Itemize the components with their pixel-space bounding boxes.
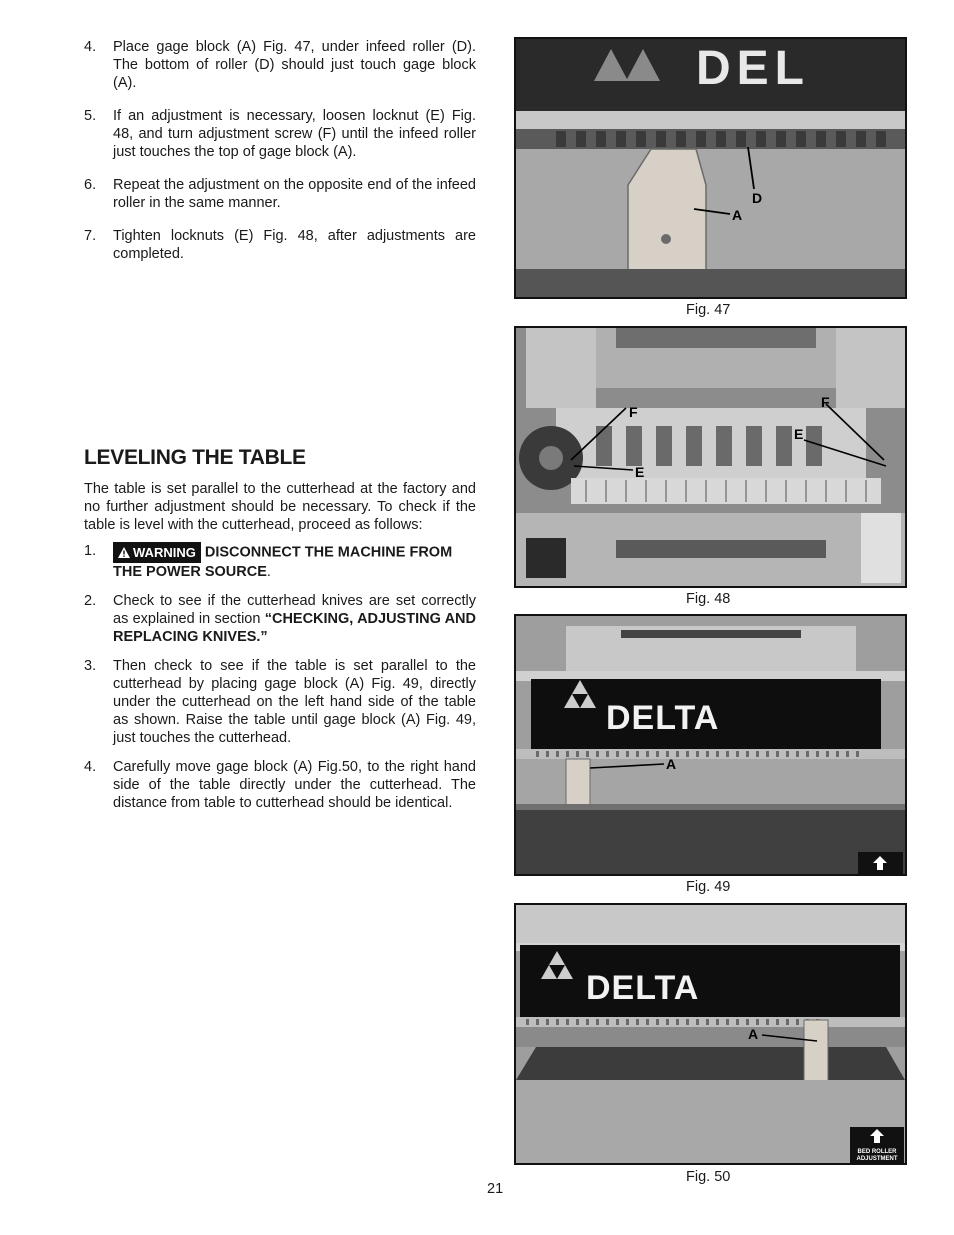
- step-item: [84, 227, 476, 263]
- step-number: 7.: [84, 228, 97, 244]
- label-a: A: [666, 756, 677, 772]
- step-text-plain: Check to see if the cutterhead knives are set correctly as explained in section: [113, 593, 476, 627]
- step-number: 5.: [84, 108, 97, 124]
- badge-text-line2: ADJUSTMENT: [856, 1156, 898, 1162]
- step-text: [113, 592, 476, 646]
- step-text: Tighten locknuts (E) Fig. 48, after adjustments are completed.: [113, 228, 476, 262]
- label-f-left: F: [629, 404, 638, 420]
- step-item: [84, 38, 476, 92]
- warning-label: WARNING: [133, 544, 196, 560]
- label-a: A: [748, 1026, 759, 1042]
- figure-caption: Fig. 50: [686, 1169, 731, 1185]
- step-number: 1.: [84, 543, 97, 559]
- section-reference: “CHECKING, ADJUSTING AND REPLACING KNIVES.”: [113, 611, 476, 645]
- figure-caption: Fig. 47: [686, 302, 731, 318]
- step-item: [84, 107, 476, 161]
- step-item: [84, 758, 476, 812]
- warning-text: DISCONNECT THE MACHINE FROM THE POWER SOURCE: [113, 544, 453, 580]
- figure-49-photo: [514, 614, 907, 876]
- warning-step-text: [113, 542, 476, 581]
- label-e-right: E: [794, 426, 804, 442]
- figure-caption: Fig. 48: [686, 591, 731, 607]
- step-text: Carefully move gage block (A) Fig.50, to the right hand side of the table directly under the cutterhead. The distance from table to cutterhead should be identical.: [113, 759, 476, 811]
- step-number: 3.: [84, 658, 97, 674]
- step-item: [84, 592, 476, 646]
- step-text: If an adjustment is necessary, loosen locknut (E) Fig. 48, and turn adjustment screw (F) until the infeed roller just touches the top of gage block (A).: [113, 108, 476, 160]
- warning-badge: [113, 542, 201, 563]
- step-number: 2.: [84, 593, 97, 609]
- step-item: [84, 657, 476, 747]
- label-d: D: [752, 190, 763, 206]
- brand-logo-text: DELTA: [606, 699, 720, 737]
- figure-caption: Fig. 49: [686, 879, 731, 895]
- leveling-steps: [84, 542, 476, 823]
- step-item: [84, 176, 476, 212]
- step-text: Then check to see if the table is set parallel to the cutterhead by placing gage block (A) Fig. 49, directly under the cutterhead on the left hand side of the table as shown. Raise the table until gage block (A) Fig. 49, just touches the cutterhead.: [113, 658, 476, 746]
- figure-48-photo: [514, 326, 907, 588]
- step-item: [84, 542, 476, 581]
- section-heading: LEVELING THE TABLE: [84, 446, 306, 469]
- warning-text-end: .: [266, 564, 271, 580]
- section-intro: The table is set parallel to the cutterhead at the factory and no further adjustment should be necessary. To check if the table is level with the cutterhead, proceed as follows:: [84, 481, 476, 533]
- step-number: 4.: [84, 759, 97, 775]
- brand-logo-text: DEL: [696, 42, 810, 95]
- badge-text-line1: BED ROLLER: [857, 1149, 897, 1155]
- label-e-left: E: [635, 464, 645, 480]
- label-a: A: [732, 207, 743, 223]
- step-text: Repeat the adjustment on the opposite end of the infeed roller in the same manner.: [113, 177, 476, 211]
- warning-triangle-icon: [118, 547, 130, 558]
- figure-47-photo: [514, 37, 907, 299]
- label-f-right: F: [821, 394, 830, 410]
- step-number: 6.: [84, 177, 97, 193]
- step-text: Place gage block (A) Fig. 47, under infeed roller (D). The bottom of roller (D) should just touch gage block (A).: [113, 39, 476, 91]
- page-number: 21: [487, 1181, 504, 1197]
- brand-logo-text: DELTA: [586, 969, 700, 1007]
- figure-50-photo: [514, 903, 907, 1165]
- step-number: 4.: [84, 39, 97, 55]
- adjustment-steps: [84, 38, 476, 278]
